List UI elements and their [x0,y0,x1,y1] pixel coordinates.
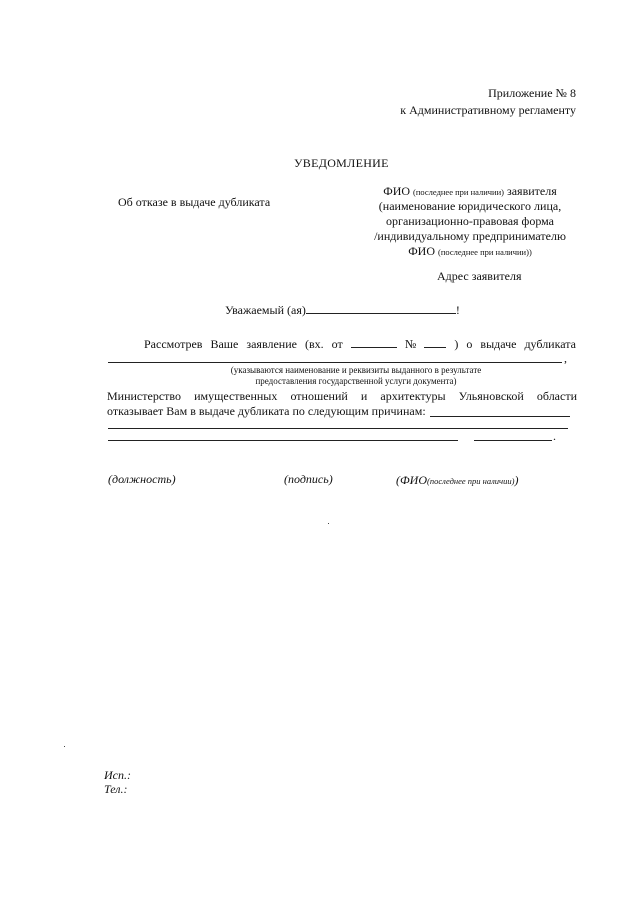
greeting-exclamation: ! [455,303,460,317]
recipient-block [360,184,580,259]
reasons-blank-3 [108,440,458,441]
executor-label: Исп.: [104,768,131,782]
greeting-text: Уважаемый (ая) [225,303,306,317]
reasons-blank-4 [474,440,552,441]
signature-fio-note: (последнее при наличии) [426,476,515,486]
para-review-end: ) о выдаче дубликата [454,337,576,351]
ministry-refusal-line-2: отказывает Вам в выдаче дубликата по следующим причинам: [107,404,426,418]
period: . [553,429,556,443]
document-details-note-1: (указываются наименование и реквизиты выданного в результате [230,365,482,375]
document-subject: Об отказе в выдаче дубликата [118,195,271,209]
signature-fio-suffix: ) [514,473,519,487]
document-details-line [108,362,562,363]
scan-speck [64,746,65,747]
appendix-label: Приложение № 8 [488,86,576,100]
para-review-start: Рассмотрев Ваше заявление (вх. от [144,337,343,351]
comma: , [564,351,567,365]
recipient-fio-label: ФИО [383,184,411,198]
recipient-fio-label-2: ФИО [408,244,436,258]
greeting [225,303,460,318]
signature-position: (должность) [108,472,176,486]
reasons-blank-2 [108,428,568,429]
phone-label: Тел.: [104,782,128,796]
recipient-line-3: организационно-правовая форма [386,214,554,228]
document-title: УВЕДОМЛЕНИЕ [294,156,389,170]
recipient-line-4: /индивидуальному предпринимателю [374,229,566,243]
regulation-label: к Административному регламенту [400,103,576,117]
applicant-address-label: Адрес заявителя [437,269,522,283]
document-details-note-2: предоставления государственной услуги документа) [255,376,457,386]
reasons-blank-1 [430,416,570,417]
ministry-refusal-line-1: Министерство имущественных отношений и архитектуры Ульяновской области [107,389,577,403]
number-blank [424,337,446,348]
recipient-fio-note: (последнее при наличии) [413,187,504,197]
signature-sign: (подпись) [284,472,333,486]
greeting-name-blank [306,303,456,314]
signature-fio [396,473,518,488]
number-sign: № [404,337,417,351]
recipient-applicant-label: заявителя [506,184,557,198]
recipient-fio-note-2: (последнее при наличии)) [438,247,532,257]
date-blank [351,337,397,348]
scan-speck [328,523,329,524]
signature-fio-prefix: (ФИО [396,473,427,487]
paragraph-review [144,337,576,352]
recipient-line-2: (наименование юридического лица, [378,199,562,213]
